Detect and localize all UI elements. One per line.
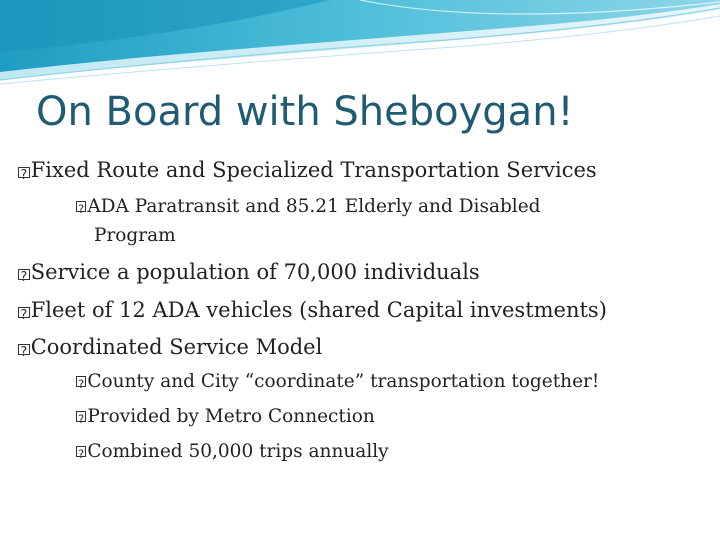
bullet-glyph-icon: ? <box>76 411 86 421</box>
bullet-text: Service a population of 70,000 individuals <box>30 260 480 284</box>
bullet-text-continuation: Program <box>94 225 176 246</box>
bullet-item-combined-trips <box>76 443 389 462</box>
bullet-item-fleet <box>18 300 607 321</box>
bullet-text: Coordinated Service Model <box>30 335 323 359</box>
bullet-item-fixed-route <box>18 160 597 181</box>
bullet-text: Combined 50,000 trips annually <box>87 441 389 462</box>
bullet-text: Fleet of 12 ADA vehicles (shared Capital investments) <box>30 298 607 322</box>
bullet-text: County and City “coordinate” transportation together! <box>87 371 600 392</box>
header-wave-decoration <box>0 0 720 90</box>
bullet-item-metro-connection <box>76 408 375 427</box>
bullet-item-population <box>18 262 480 283</box>
bullet-item-ada-paratransit-continuation <box>94 227 176 246</box>
bullet-glyph-icon: ? <box>76 201 86 211</box>
bullet-glyph-icon: ? <box>18 269 30 281</box>
bullet-glyph-icon: ? <box>18 344 30 356</box>
bullet-text: Fixed Route and Specialized Transportation Services <box>30 158 597 182</box>
bullet-item-county-city <box>76 373 599 392</box>
bullet-item-ada-paratransit <box>76 198 541 217</box>
bullet-text: Provided by Metro Connection <box>87 406 375 427</box>
bullet-glyph-icon: ? <box>76 446 86 456</box>
bullet-item-coordinated-model <box>18 337 322 358</box>
bullet-text: ADA Paratransit and 85.21 Elderly and Disabled <box>87 196 541 217</box>
bullet-glyph-icon: ? <box>18 307 30 319</box>
slide-title: On Board with Sheboygan! <box>36 89 574 135</box>
bullet-glyph-icon: ? <box>18 167 30 179</box>
bullet-glyph-icon: ? <box>76 376 86 386</box>
